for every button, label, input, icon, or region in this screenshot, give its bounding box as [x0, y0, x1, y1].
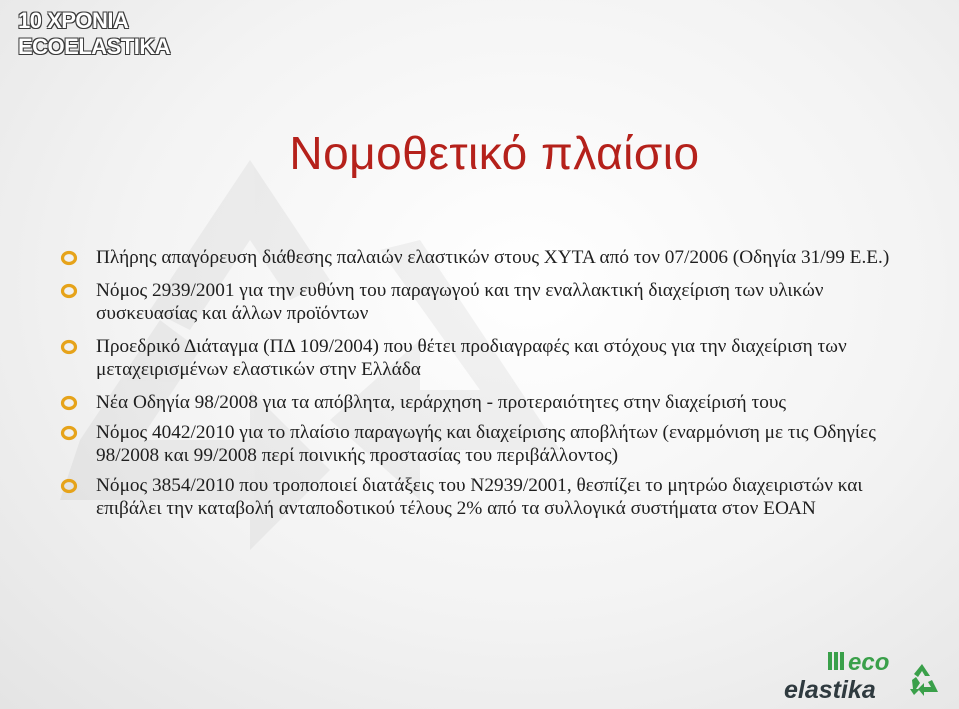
logo-elastika-text: elastika — [784, 676, 876, 704]
brand-header — [18, 8, 170, 60]
list-item-text: Νέα Οδηγία 98/2008 για τα απόβλητα, ιεράρχηση - προτεραιότητες στην διαχείρισή τους — [96, 392, 787, 413]
ecoelastika-logo — [782, 646, 942, 704]
list-item — [60, 335, 910, 381]
logo-eco-text: eco — [848, 649, 890, 676]
brand-line-anniversary: 10 ΧΡΟΝΙΑ — [18, 8, 129, 33]
list-item — [60, 246, 910, 269]
list-item-text: Πλήρης απαγόρευση διάθεσης παλαιών ελαστικών στους ΧΥΤΑ από τον 07/2006 (Οδηγία 31/99 Ε.Ε.) — [96, 247, 890, 268]
list-item-text: Προεδρικό Διάταγμα (ΠΔ 109/2004) που θέτει προδιαγραφές και στόχους για την διαχείριση των μεταχειρισμένων ελαστικών στην Ελλάδα — [96, 336, 847, 380]
ring-bullet-icon — [60, 250, 78, 266]
list-item-text: Νόμος 2939/2001 για την ευθύνη του παραγωγού και την εναλλακτική διαχείριση των υλικών συσκευασίας και άλλων προϊόντων — [96, 280, 824, 324]
bullet-list — [60, 246, 910, 530]
list-item-text: Νόμος 3854/2010 που τροποποιεί διατάξεις του Ν2939/2001, θεσπίζει το μητρώο διαχειριστών και επιβάλει την καταβολή ανταποδοτικού τέλους 2% από τα συλλογικά συστήματα στον ΕΟΑΝ — [96, 475, 863, 519]
ring-bullet-icon — [60, 395, 78, 411]
ring-bullet-icon — [60, 283, 78, 299]
list-item-text: Νόμος 4042/2010 για το πλαίσιο παραγωγής και διαχείρισης αποβλήτων (εναρμόνιση με τις Οδηγίες 98/2008 και 99/2008 περί ποινικής προστασίας του περιβάλλοντος) — [96, 422, 876, 466]
page-title: Νομοθετικό πλαίσιο — [289, 127, 700, 179]
recycle-icon — [910, 664, 938, 696]
ring-bullet-icon — [60, 425, 78, 441]
list-item — [60, 391, 910, 414]
list-item — [60, 279, 910, 325]
ring-bullet-icon — [60, 478, 78, 494]
logo-stripes — [828, 652, 844, 670]
list-item — [60, 421, 910, 467]
brand-line-name: ECOELASTIKA — [18, 34, 171, 59]
list-item — [60, 474, 910, 520]
ring-bullet-icon — [60, 339, 78, 355]
